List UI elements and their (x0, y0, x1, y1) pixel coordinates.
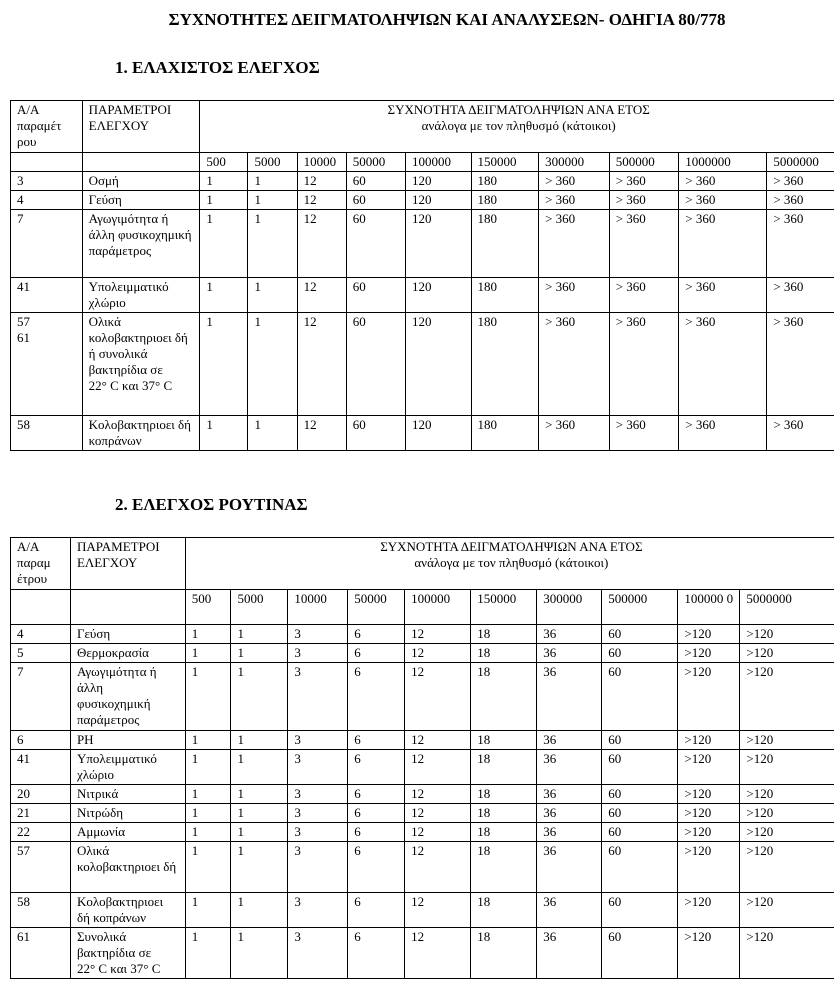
parameter-number: 61 (11, 928, 71, 979)
frequency-value: 1 (185, 625, 231, 644)
frequency-value: 12 (405, 804, 471, 823)
parameter-number: 58 (11, 893, 71, 928)
frequency-value: 6 (348, 750, 405, 785)
frequency-value: 60 (602, 663, 678, 731)
frequency-value: 1 (231, 823, 288, 842)
parameter-number: 41 (11, 278, 83, 313)
document-title: ΣΥΧΝΟΤΗΤΕΣ ΔΕΙΓΜΑΤΟΛΗΨΙΩΝ ΚΑΙ ΑΝΑΛΥΣΕΩΝ- ΟΔΗΓΙΑ 80/778 (168, 10, 726, 29)
frequency-value: 3 (288, 823, 348, 842)
frequency-value: 18 (471, 663, 537, 731)
population-cell: 300000 (539, 153, 610, 172)
frequency-value: 3 (288, 893, 348, 928)
frequency-value: > 360 (539, 278, 610, 313)
frequency-value: 36 (537, 750, 602, 785)
frequency-value: 1 (231, 893, 288, 928)
frequency-value: > 360 (679, 313, 767, 416)
parameter-name: Νιτρώδη (70, 804, 185, 823)
section-title-minimum-control: 1. ΕΛΑΧΙΣΤΟΣ ΕΛΕΓΧΟΣ (115, 58, 320, 77)
frequency-value: 1 (248, 191, 297, 210)
parameter-name: Κολοβακτηριοει δή κοπράνων (82, 416, 200, 451)
frequency-value: 6 (348, 625, 405, 644)
parameter-name: Γεύση (70, 625, 185, 644)
parameter-name: Αγωγιμότητα ή άλλη φυσικοχημική παράμετρος (82, 210, 200, 278)
frequency-value: 180 (471, 172, 539, 191)
frequency-value: >120 (678, 804, 740, 823)
parameter-number: 20 (11, 785, 71, 804)
parameter-number: 4 (11, 625, 71, 644)
frequency-value: >120 (678, 663, 740, 731)
frequency-value: >120 (740, 842, 834, 893)
frequency-value: 60 (602, 625, 678, 644)
population-cell: 5000000 (767, 153, 834, 172)
frequency-value: 6 (348, 893, 405, 928)
frequency-value: 1 (231, 842, 288, 893)
frequency-value: 12 (405, 785, 471, 804)
frequency-value: 18 (471, 731, 537, 750)
parameter-name: Νιτρικά (70, 785, 185, 804)
frequency-value: 18 (471, 804, 537, 823)
frequency-value: 1 (231, 644, 288, 663)
frequency-value: 1 (248, 172, 297, 191)
parameter-name: Οσμή (82, 172, 200, 191)
frequency-value: > 360 (679, 191, 767, 210)
table-row (11, 278, 834, 313)
table-row (11, 823, 834, 842)
frequency-value: 1 (200, 191, 248, 210)
frequency-value: 180 (471, 313, 539, 416)
column-header-aa: Α/Α παραμ έτρου (11, 538, 71, 590)
population-cell: 10000 (288, 590, 348, 625)
frequency-value: 12 (405, 644, 471, 663)
frequency-value: 3 (288, 731, 348, 750)
column-header-parameters: ΠΑΡΑΜΕΤΡΟΙ ΕΛΕΓΧΟΥ (70, 538, 185, 590)
frequency-value: 60 (602, 928, 678, 979)
parameter-number: 3 (11, 172, 83, 191)
parameter-number: 57 (11, 842, 71, 893)
frequency-value: 12 (405, 893, 471, 928)
frequency-value: 18 (471, 785, 537, 804)
frequency-value: > 360 (609, 313, 679, 416)
frequency-value: 1 (231, 804, 288, 823)
frequency-value: 1 (185, 663, 231, 731)
frequency-value: 36 (537, 928, 602, 979)
table-row (11, 663, 834, 731)
parameter-number: 4 (11, 191, 83, 210)
frequency-value: 1 (185, 785, 231, 804)
frequency-value: >120 (740, 893, 834, 928)
frequency-value: 12 (405, 842, 471, 893)
table-row (11, 804, 834, 823)
frequency-value: >120 (740, 785, 834, 804)
frequency-value: 1 (231, 785, 288, 804)
frequency-value: 3 (288, 785, 348, 804)
frequency-value: 120 (406, 172, 472, 191)
frequency-value: 60 (602, 644, 678, 663)
frequency-value: 12 (297, 416, 346, 451)
frequency-value: 1 (185, 644, 231, 663)
table-row (11, 731, 834, 750)
header-row (11, 538, 834, 590)
frequency-value: 60 (602, 804, 678, 823)
frequency-value: >120 (678, 644, 740, 663)
frequency-value: 1 (200, 278, 248, 313)
frequency-value: >120 (678, 785, 740, 804)
frequency-subtitle: ανάλογα με τον πληθυσμό (κάτοικοι) (421, 118, 616, 133)
frequency-value: 3 (288, 663, 348, 731)
frequency-value: > 360 (767, 172, 834, 191)
frequency-value: > 360 (767, 313, 834, 416)
table-row (11, 893, 834, 928)
frequency-value: 18 (471, 625, 537, 644)
frequency-value: 6 (348, 663, 405, 731)
frequency-value: 36 (537, 842, 602, 893)
population-cell: 5000000 (740, 590, 834, 625)
section-title-routine-control: 2. ΕΛΕΓΧΟΣ ΡΟΥΤΙΝΑΣ (115, 495, 308, 514)
population-cell: 5000 (231, 590, 288, 625)
table-row (11, 785, 834, 804)
frequency-title: ΣΥΧΝΟΤΗΤΑ ΔΕΙΓΜΑΤΟΛΗΨΙΩΝ ΑΝΑ ΕΤΟΣ (380, 539, 643, 554)
parameter-number: 5 (11, 644, 71, 663)
table-row (11, 750, 834, 785)
population-cell: 100000 0 (678, 590, 740, 625)
frequency-value: 60 (602, 750, 678, 785)
frequency-value: >120 (740, 644, 834, 663)
parameter-name: Γεύση (82, 191, 200, 210)
population-cell: 500 (185, 590, 231, 625)
frequency-value: > 360 (539, 191, 610, 210)
frequency-value: 60 (346, 278, 405, 313)
population-cell: 500 (200, 153, 248, 172)
frequency-value: 18 (471, 928, 537, 979)
frequency-header (185, 538, 834, 590)
parameter-name: Κολοβακτηριοει δή κοπράνων (70, 893, 185, 928)
frequency-value: 1 (200, 313, 248, 416)
frequency-value: 60 (346, 416, 405, 451)
frequency-value: >120 (678, 750, 740, 785)
parameter-number: 6 (11, 731, 71, 750)
frequency-value: 60 (346, 172, 405, 191)
parameter-number: 7 (11, 210, 83, 278)
parameter-number: 7 (11, 663, 71, 731)
frequency-value: 1 (200, 172, 248, 191)
frequency-value: 1 (231, 750, 288, 785)
parameter-temperature: 22° C και 37° C (88, 378, 173, 393)
frequency-value: > 360 (539, 210, 610, 278)
frequency-value: > 360 (767, 416, 834, 451)
population-cell: 500000 (609, 153, 679, 172)
frequency-value: > 360 (679, 172, 767, 191)
frequency-value: > 360 (767, 210, 834, 278)
frequency-value: 36 (537, 644, 602, 663)
frequency-value: 180 (471, 278, 539, 313)
frequency-value: 1 (185, 804, 231, 823)
frequency-value: 180 (471, 416, 539, 451)
population-cell: 1000000 (679, 153, 767, 172)
population-cell: 500000 (602, 590, 678, 625)
frequency-value: 12 (405, 625, 471, 644)
frequency-value: 60 (602, 785, 678, 804)
frequency-value: 36 (537, 625, 602, 644)
population-cell: 150000 (471, 590, 537, 625)
frequency-value: 6 (348, 731, 405, 750)
frequency-value: 18 (471, 842, 537, 893)
column-header-aa: Α/Α παραμέτ ρου (11, 101, 83, 153)
frequency-value: 120 (406, 313, 472, 416)
frequency-value: 12 (405, 928, 471, 979)
population-cell: 100000 (406, 153, 472, 172)
frequency-value: 6 (348, 785, 405, 804)
frequency-value: 1 (200, 210, 248, 278)
frequency-value: 12 (405, 823, 471, 842)
frequency-value: 60 (602, 731, 678, 750)
column-header-parameters: ΠΑΡΑΜΕΤΡΟΙ ΕΛΕΓΧΟΥ (82, 101, 200, 153)
table-row (11, 172, 834, 191)
frequency-value: >120 (740, 804, 834, 823)
frequency-value: 120 (406, 191, 472, 210)
parameter-name: Αγωγιμότητα ή άλλη φυσικοχημική παράμετρος (70, 663, 185, 731)
frequency-value: > 360 (609, 278, 679, 313)
frequency-value: 3 (288, 842, 348, 893)
parameter-number: 22 (11, 823, 71, 842)
frequency-value: 12 (297, 191, 346, 210)
frequency-value: 12 (405, 750, 471, 785)
header-row (11, 101, 834, 153)
frequency-value: >120 (740, 731, 834, 750)
parameter-number: 57 61 (11, 313, 83, 416)
minimum-control-table (10, 100, 834, 451)
frequency-value: > 360 (767, 191, 834, 210)
frequency-value: > 360 (679, 278, 767, 313)
frequency-value: 3 (288, 804, 348, 823)
frequency-value: 12 (405, 731, 471, 750)
frequency-value: 120 (406, 210, 472, 278)
table-row (11, 210, 834, 278)
routine-control-table (10, 537, 834, 979)
table-row (11, 644, 834, 663)
frequency-value: 12 (297, 313, 346, 416)
frequency-title: ΣΥΧΝΟΤΗΤΑ ΔΕΙΓΜΑΤΟΛΗΨΙΩΝ ΑΝΑ ΕΤΟΣ (387, 102, 650, 117)
frequency-value: > 360 (679, 416, 767, 451)
frequency-value: 1 (248, 210, 297, 278)
frequency-value: 18 (471, 750, 537, 785)
frequency-value: 60 (346, 210, 405, 278)
frequency-value: 1 (185, 893, 231, 928)
frequency-value: >120 (678, 893, 740, 928)
frequency-value: 120 (406, 416, 472, 451)
frequency-value: >120 (678, 928, 740, 979)
frequency-value: 60 (346, 191, 405, 210)
frequency-value: 6 (348, 804, 405, 823)
frequency-value: 6 (348, 644, 405, 663)
frequency-value: 60 (346, 313, 405, 416)
frequency-value: 3 (288, 644, 348, 663)
empty-cell (82, 153, 200, 172)
frequency-value: > 360 (767, 278, 834, 313)
empty-cell (11, 590, 71, 625)
frequency-value: >120 (740, 663, 834, 731)
population-cell: 100000 (405, 590, 471, 625)
frequency-value: 6 (348, 823, 405, 842)
frequency-value: 180 (471, 191, 539, 210)
frequency-value: 3 (288, 625, 348, 644)
frequency-value: >120 (678, 625, 740, 644)
frequency-value: > 360 (679, 210, 767, 278)
population-cell: 5000 (248, 153, 297, 172)
parameter-number: 58 (11, 416, 83, 451)
frequency-value: 12 (405, 663, 471, 731)
table-row (11, 191, 834, 210)
frequency-value: 1 (185, 928, 231, 979)
frequency-value: 36 (537, 785, 602, 804)
frequency-value: 1 (248, 278, 297, 313)
frequency-value: 1 (200, 416, 248, 451)
frequency-value: 1 (185, 842, 231, 893)
parameter-number: 21 (11, 804, 71, 823)
frequency-value: >120 (678, 823, 740, 842)
frequency-value: 6 (348, 842, 405, 893)
frequency-value: 1 (231, 928, 288, 979)
frequency-value: 60 (602, 842, 678, 893)
frequency-value: >120 (740, 625, 834, 644)
frequency-value: > 360 (609, 210, 679, 278)
frequency-value: 12 (297, 210, 346, 278)
parameter-name: Ολικά κολοβακτηριοει δή ή συνολικά βακτηρίδια σε 22° C και 37° C (82, 313, 200, 416)
parameter-name: Ολικά κολοβακτηριοει δή (70, 842, 185, 893)
population-cell: 150000 (471, 153, 539, 172)
frequency-value: 18 (471, 823, 537, 842)
frequency-value: > 360 (539, 313, 610, 416)
parameter-name: Συνολικά βακτηρίδια σε 22° C και 37° C (70, 928, 185, 979)
frequency-value: 36 (537, 823, 602, 842)
population-row (11, 153, 834, 172)
empty-cell (70, 590, 185, 625)
table-row (11, 928, 834, 979)
frequency-value: 3 (288, 750, 348, 785)
frequency-value: 36 (537, 804, 602, 823)
frequency-value: 180 (471, 210, 539, 278)
table-row (11, 842, 834, 893)
frequency-value: 6 (348, 928, 405, 979)
parameter-name: PH (70, 731, 185, 750)
population-cell: 300000 (537, 590, 602, 625)
population-cell: 50000 (346, 153, 405, 172)
frequency-value: 3 (288, 928, 348, 979)
parameter-temperature: 22° C και 37° C (76, 961, 161, 976)
population-cell: 10000 (297, 153, 346, 172)
frequency-value: 60 (602, 893, 678, 928)
frequency-value: 1 (248, 416, 297, 451)
frequency-value: >120 (740, 823, 834, 842)
frequency-value: >120 (678, 731, 740, 750)
frequency-value: > 360 (539, 172, 610, 191)
frequency-value: > 360 (609, 172, 679, 191)
population-cell: 50000 (348, 590, 405, 625)
frequency-value: 1 (231, 663, 288, 731)
empty-cell (11, 153, 83, 172)
frequency-value: 36 (537, 663, 602, 731)
frequency-value: >120 (678, 842, 740, 893)
frequency-value: 1 (231, 625, 288, 644)
population-row (11, 590, 834, 625)
parameter-name: Υπολειμματικό χλώριο (70, 750, 185, 785)
parameter-name: Υπολειμματικό χλώριο (82, 278, 200, 313)
frequency-value: > 360 (609, 416, 679, 451)
frequency-value: 1 (185, 823, 231, 842)
frequency-value: 1 (248, 313, 297, 416)
parameter-name: Αμμωνία (70, 823, 185, 842)
table-row (11, 416, 834, 451)
frequency-subtitle: ανάλογα με τον πληθυσμό (κάτοικοι) (414, 555, 609, 570)
table-row (11, 313, 834, 416)
frequency-value: 18 (471, 893, 537, 928)
frequency-value: >120 (740, 750, 834, 785)
parameter-number: 41 (11, 750, 71, 785)
frequency-value: 60 (602, 823, 678, 842)
frequency-value: 1 (185, 731, 231, 750)
frequency-value: 1 (231, 731, 288, 750)
frequency-value: > 360 (609, 191, 679, 210)
frequency-value: >120 (740, 928, 834, 979)
table-row (11, 625, 834, 644)
frequency-value: 36 (537, 893, 602, 928)
frequency-value: 18 (471, 644, 537, 663)
frequency-value: > 360 (539, 416, 610, 451)
frequency-value: 12 (297, 278, 346, 313)
frequency-value: 1 (185, 750, 231, 785)
frequency-value: 12 (297, 172, 346, 191)
frequency-value: 120 (406, 278, 472, 313)
frequency-value: 36 (537, 731, 602, 750)
parameter-name: Θερμοκρασία (70, 644, 185, 663)
frequency-header (200, 101, 834, 153)
